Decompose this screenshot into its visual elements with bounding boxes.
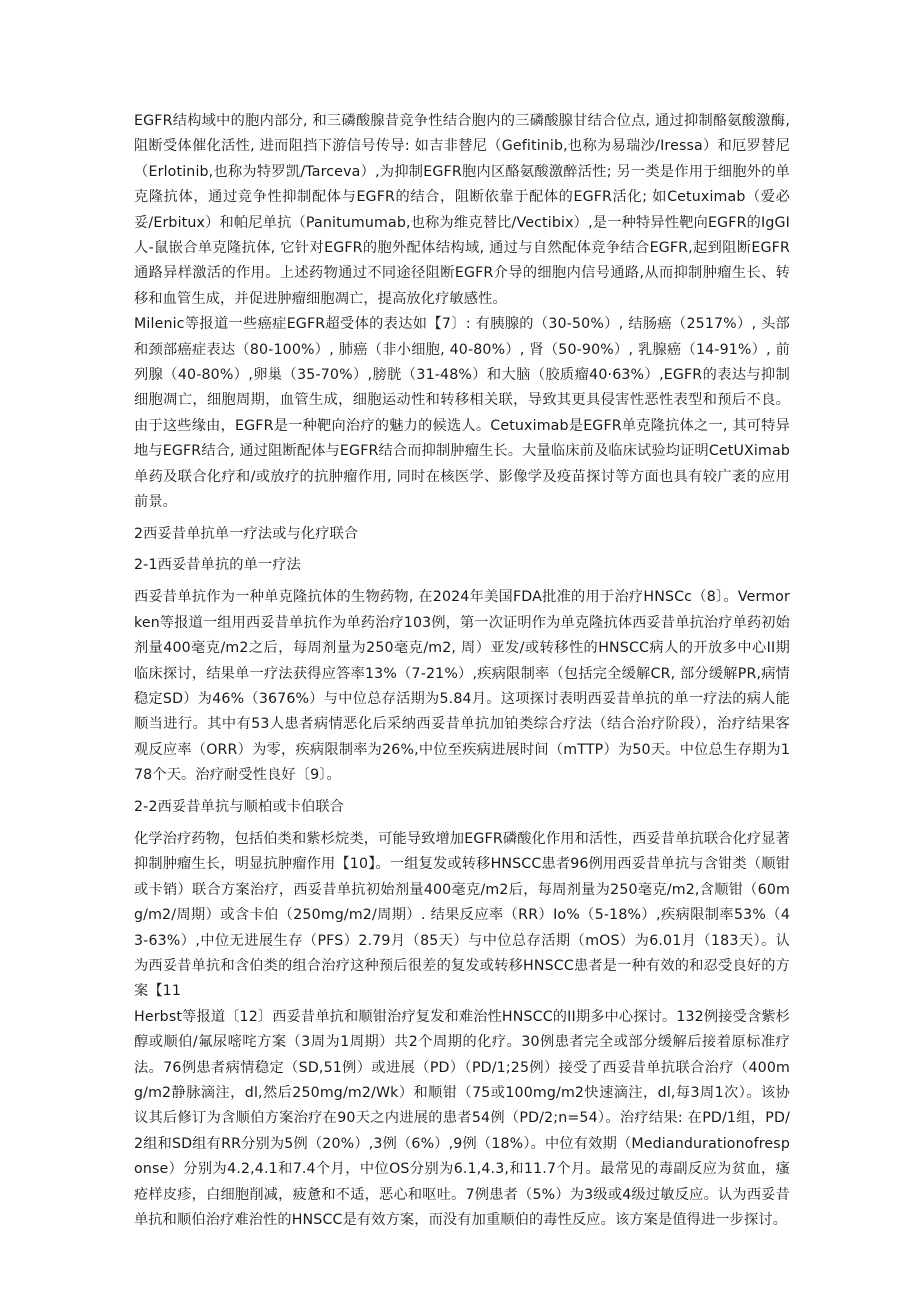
section-heading-2-1: 2-1西妥昔单抗的单一疗法 (134, 556, 301, 573)
paragraph-egfr-mechanism: EGFR结构域中的胞内部分, 和三磷酸腺昔竞争性结合胞内的三磷酸腺甘结合位点, 通过抑制酪氨酸激酶, 阻断受体催化活性, 进而阻挡下游信号传导: 如吉非替尼（Gefitinib,也称为易瑞沙/Iressa）和厄罗替尼（Erlotinib,也称为特罗凯/Tarceva）,为抑制EGFR胞内区酪氨酸激醉活性; 另一类是作用于细胞外的单克隆抗体，通过竞争性抑制配体与EGFR的结合，阻断依靠于配体的EGFR活化; 如Cetuximab（爱必妥/Erbitux）和帕尼单抗（Panitumumab,也称为维克替比/Vectibix）,是一种特异性靶向EGFR的IgGI人-鼠嵌合单克隆抗体, 它针对EGFR的胞外配体结构域, 通过与自然配体竞争结合EGFR,起到阻断EGFR通路异样激活的作用。上述药物通过不同途径阻断EGFR介导的细胞内信号通路,从而抑制肿瘤生长、转移和血管生成，并促进肿瘤细胞凋亡，提高放化疗敏感性。 (134, 113, 790, 307)
section-heading-2-2: 2-2西妥昔单抗与顺柏或卡伯联合 (134, 798, 345, 815)
document-body (134, 109, 790, 1233)
paragraph-platinum-combination: 化学治疗药物，包括伯类和紫杉烷类，可能导致增加EGFR磷酸化作用和活性，西妥昔单抗联合化疗显著抑制肿瘤生长，明显抗肿瘤作用【10】。一组复发或转移HNSCC患者96例用西妥昔单抗与含钳类（顺钳或卡销）联合方案治疗，西妥昔单抗初始剂量400毫克/m2后，每周剂量为250毫克/m2,含顺钳（60mg/m2/周期）或含卡伯（250mg/m2/周期）. 结果反应率（RR）Io%（5-18%）,疾病限制率53%（43-63%）,中位无进展生存（PFS）2.79月（85天）与中位总存活期（mOS）为6.01月（183天）。认为西妥昔单抗和含伯类的组合治疗这种预后很差的复发或转移HNSCC患者是一种有效的和忍受良好的方案【11 (134, 830, 790, 1000)
section-heading-2: 2西妥昔单抗单一疗法或与化疗联合 (134, 525, 359, 542)
paragraph-herbst-study: Herbst等报道〔12〕西妥昔单抗和顺钳治疗复发和难治性HNSCC的II期多中心探讨。132例接受含紫杉醇或顺伯/氟尿嘧咤方案（3周为1周期）共2个周期的化疗。30例患者完全或部分缓解后接着原标准疗法。76例患者病情稳定（SD,51例）或进展（PD）（PD/1;25例）接受了西妥昔单抗联合治疗（400mg/m2静脉滴注，dl,然后250mg/m2/Wk）和顺钳（75或100mg/m2快速滴注，dl,每3周1次）。该协议其后修订为含顺伯方案治疗在90天之内进展的患者54例（PD∕2;n=54）。治疗结果: 在PD/1组，PD/2组和SD组有RR分别为5例（20%）,3例（6%）,9例（18%）。中位有效期（Mediandurationofresponse）分别为4.2,4.1和7.4个月，中位OS分别为6.1,4.3,和11.7个月。最常见的毒副反应为贫血，瘙疮样皮疹，白细胞削减，疲惫和不适，恶心和呕吐。7例患者（5%）为3级或4级过敏反应。认为西妥昔单抗和顺伯治疗难治性的HNSCC是有效方案，而没有加重顺伯的毒性反应。该方案是值得进一步探讨。 (134, 1008, 790, 1229)
paragraph-monotherapy: 西妥昔单抗作为一种单克隆抗体的生物药物, 在2024年美国FDA批准的用于治疗HNSCc（8〕。Vermorken等报道一组用西妥昔单抗作为单药治疗103例，第一次证明作为单克隆抗体西妥昔单抗治疗单药初始剂量400毫克/m2之后，每周剂量为250毫克/m2, 周）亚发/或转移性的HNSCC病人的开放多中心II期临床探讨，结果单一疗法获得应答率13%（7-21%）,疾病限制率（包括完全缓解CR, 部分缓解PR,病情稳定SD）为46%（3676%）与中位总存活期为5.84月。这项探讨表明西妥昔单抗的单一疗法的病人能顺当进行。其中有53人患者病情恶化后采纳西妥昔单抗加铂类综合疗法（结合治疗阶段），治疗结果客观反应率（ORR）为零，疾病限制率为26%,中位至疾病进展时间（mTTP）为50天。中位总生存期为178个天。治疗耐受性良好〔9〕。 (134, 589, 790, 784)
paragraph-egfr-expression: Milenic等报道一些癌症EGFR超受体的表达如【7〕: 有胰腺的（30-50%）, 结肠癌（2517%）, 头部和颈部癌症表达（80-100%）, 肺癌（非小细胞, 40-80%）, 肾（50-90%）, 乳腺癌（14-91%）, 前列腺（40-80%）,卵巢（35-70%）,膀胱（31-48%）和大脑（胶质瘤40·63%）,EGFR的表达与抑制细胞凋亡，细胞周期，血管生成，细胞运动性和转移相关联，导致其更具侵害性恶性表型和预后不良。由于这些缘由，EGFR是一种靶向治疗的魅力的候选人。Cetuximab是EGFR单克隆抗体之一, 其可特异地与EGFR结合, 通过阻断配体与EGFR结合而抑制肿瘤生长。大量临床前及临床试验均证明CetUXimab单药及联合化疗和/或放疗的抗肿瘤作用, 同时在核医学、影像学及疫苗探讨等方面也具有较广袤的应用前景。 (134, 316, 790, 511)
